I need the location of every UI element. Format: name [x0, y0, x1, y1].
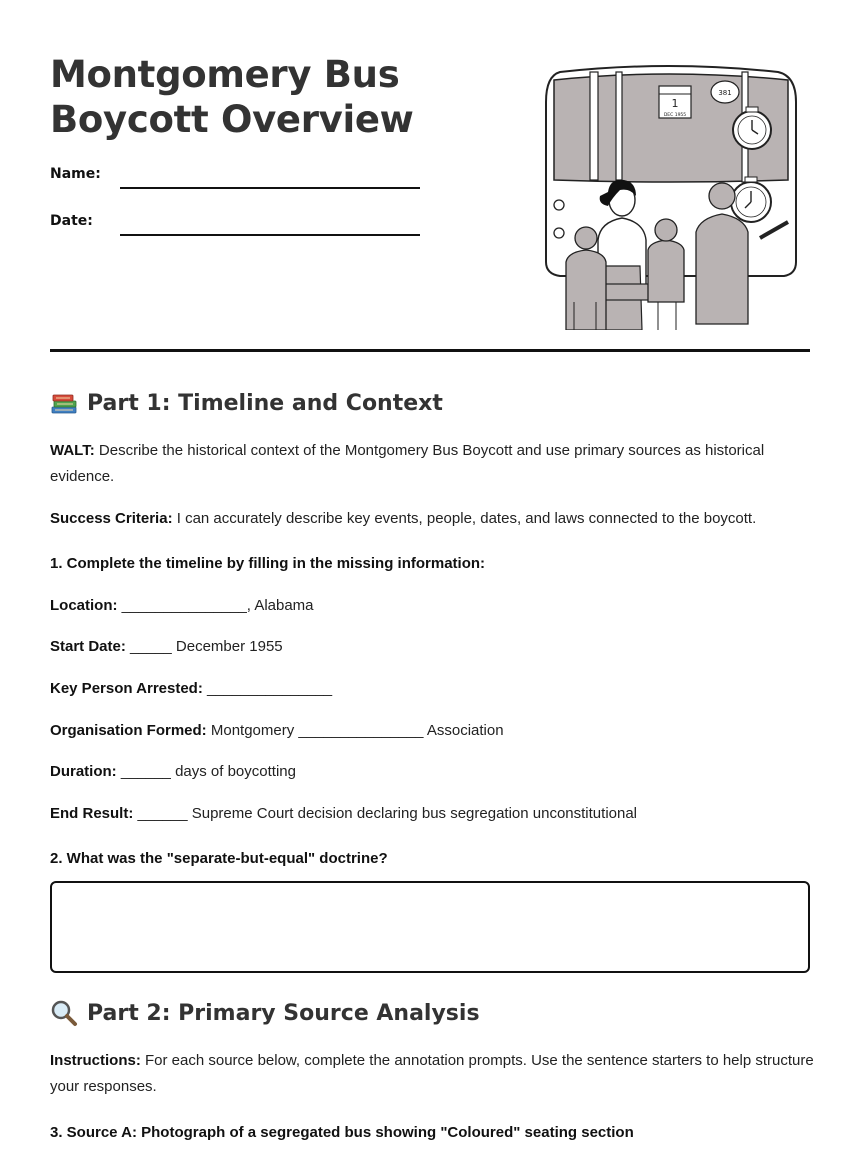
timeline-item — [50, 805, 637, 822]
date-label: Date: — [50, 213, 93, 229]
instructions-text: For each source below, complete the annotation prompts. Use the sentence starters to help structure your responses. — [50, 1052, 814, 1095]
question-1: 1. Complete the timeline by filling in the missing information: — [50, 555, 486, 572]
part1-heading — [50, 389, 443, 417]
timeline-label: Organisation Formed: — [50, 722, 207, 739]
walt-paragraph — [50, 438, 815, 490]
walt-label: WALT: — [50, 442, 95, 459]
title-line-2: Boycott Overview — [50, 98, 414, 141]
timeline-blank[interactable]: Montgomery _______________ Association — [210, 722, 504, 739]
bus-number: 381 — [718, 89, 732, 97]
magnifying-glass-icon — [50, 999, 78, 1027]
timeline-blank[interactable]: _______________ — [207, 680, 333, 697]
part1-heading-text: Part 1: Timeline and Context — [87, 390, 443, 416]
timeline-blank[interactable]: _______________, Alabama — [121, 597, 314, 614]
instructions-paragraph — [50, 1048, 815, 1100]
timeline-item — [50, 638, 283, 655]
timeline-item — [50, 763, 296, 780]
section-divider — [50, 349, 810, 352]
timeline-item — [50, 722, 504, 739]
question-3: 3. Source A: Photograph of a segregated bus showing "Coloured" seating section — [50, 1124, 634, 1141]
part2-heading — [50, 999, 480, 1027]
answer-box[interactable] — [50, 881, 810, 973]
calendar-month: DEC 1955 — [663, 113, 687, 118]
timeline-label: Location: — [50, 597, 118, 614]
part2-heading-text: Part 2: Primary Source Analysis — [87, 1000, 480, 1026]
timeline-item — [50, 597, 314, 614]
name-label: Name: — [50, 166, 101, 182]
timeline-label: Start Date: — [50, 638, 126, 655]
question-2: 2. What was the "separate-but-equal" doctrine? — [50, 850, 388, 867]
bus-interior-illustration — [538, 62, 800, 330]
timeline-label: Key Person Arrested: — [50, 680, 203, 697]
criteria-label: Success Criteria: — [50, 510, 173, 527]
page-title — [50, 52, 470, 142]
calendar-day: 1 — [671, 97, 679, 110]
timeline-label: End Result: — [50, 805, 134, 822]
success-criteria-paragraph — [50, 506, 815, 532]
timeline-blank[interactable]: ______ Supreme Court decision declaring bus segregation unconstitutional — [137, 805, 638, 822]
timeline-blank[interactable]: ______ days of boycotting — [120, 763, 296, 780]
name-field[interactable] — [120, 187, 420, 189]
books-icon — [50, 389, 78, 417]
calendar-icon — [659, 86, 691, 118]
date-field[interactable] — [120, 234, 420, 236]
title-line-1: Montgomery Bus — [50, 53, 400, 96]
timeline-blank[interactable]: _____ December 1955 — [130, 638, 283, 655]
timeline-label: Duration: — [50, 763, 117, 780]
walt-text: Describe the historical context of the Montgomery Bus Boycott and use primary sources as historical evidence. — [50, 442, 765, 485]
timeline-item — [50, 680, 332, 697]
instructions-label: Instructions: — [50, 1052, 141, 1069]
criteria-text: I can accurately describe key events, people, dates, and laws connected to the boycott. — [176, 510, 757, 527]
